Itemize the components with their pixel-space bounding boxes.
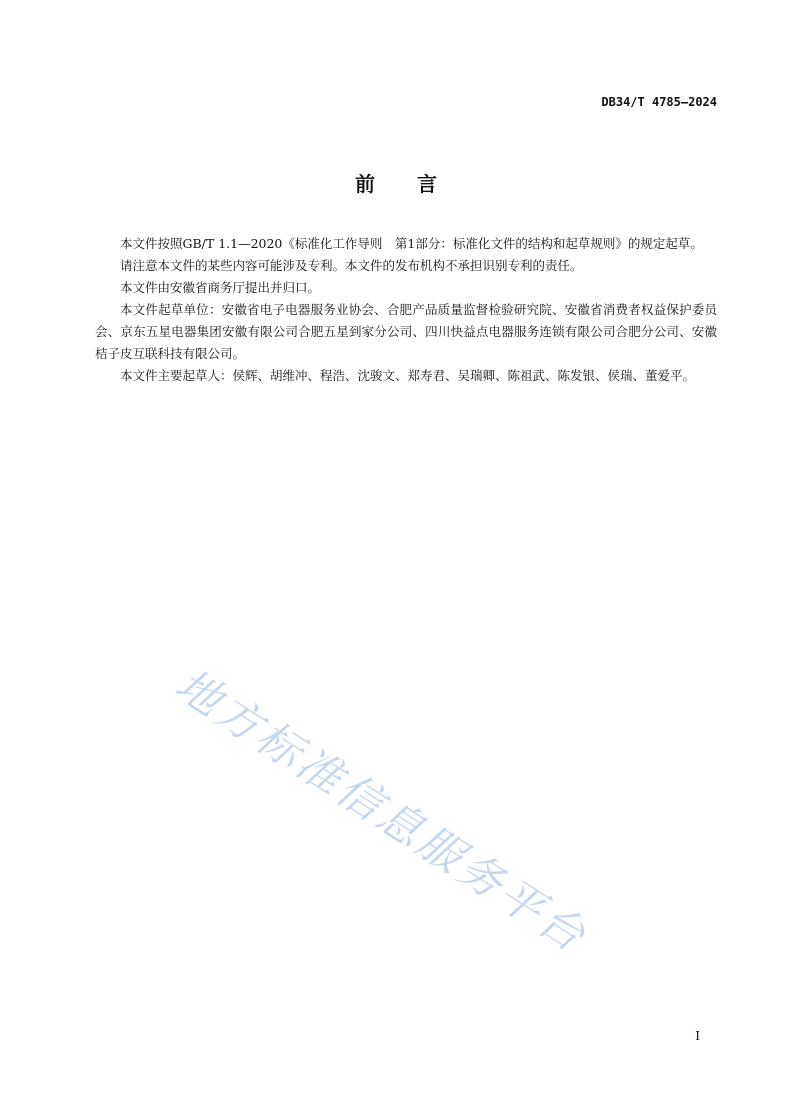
page-number: I <box>695 1029 700 1043</box>
paragraph-drafting-rules: 本文件按照GB/T 1.1—2020《标准化工作导则 第1部分：标准化文件的结构和起草规则》的规定起草。 <box>120 236 703 251</box>
page-title: 前言 <box>355 172 479 196</box>
standard-code: DB34/T 4785—2024 <box>601 95 717 109</box>
paragraph-drafting-units: 本文件起草单位：安徽省电子电器服务业协会、合肥产品质量监督检验研究院、安徽省消费者权益保护委员会、京东五星电器集团安徽有限公司合肥五星到家分公司、四川快益点电器服务连锁有限公司合肥分公司、安徽桔子皮互联科技有限公司。 <box>95 302 717 361</box>
paragraph-drafters: 本文件主要起草人：侯辉、胡维冲、程浩、沈骏文、郑寿君、吴瑞卿、陈祖武、陈发银、侯瑞、董爱平。 <box>120 368 696 383</box>
foreword-body <box>95 233 717 387</box>
paragraph-proposer: 本文件由安徽省商务厅提出并归口。 <box>120 280 321 295</box>
paragraph-patent-notice: 请注意本文件的某些内容可能涉及专利。本文件的发布机构不承担识别专利的责任。 <box>120 258 583 273</box>
watermark: 地方标准信息服务平台 <box>166 659 597 964</box>
